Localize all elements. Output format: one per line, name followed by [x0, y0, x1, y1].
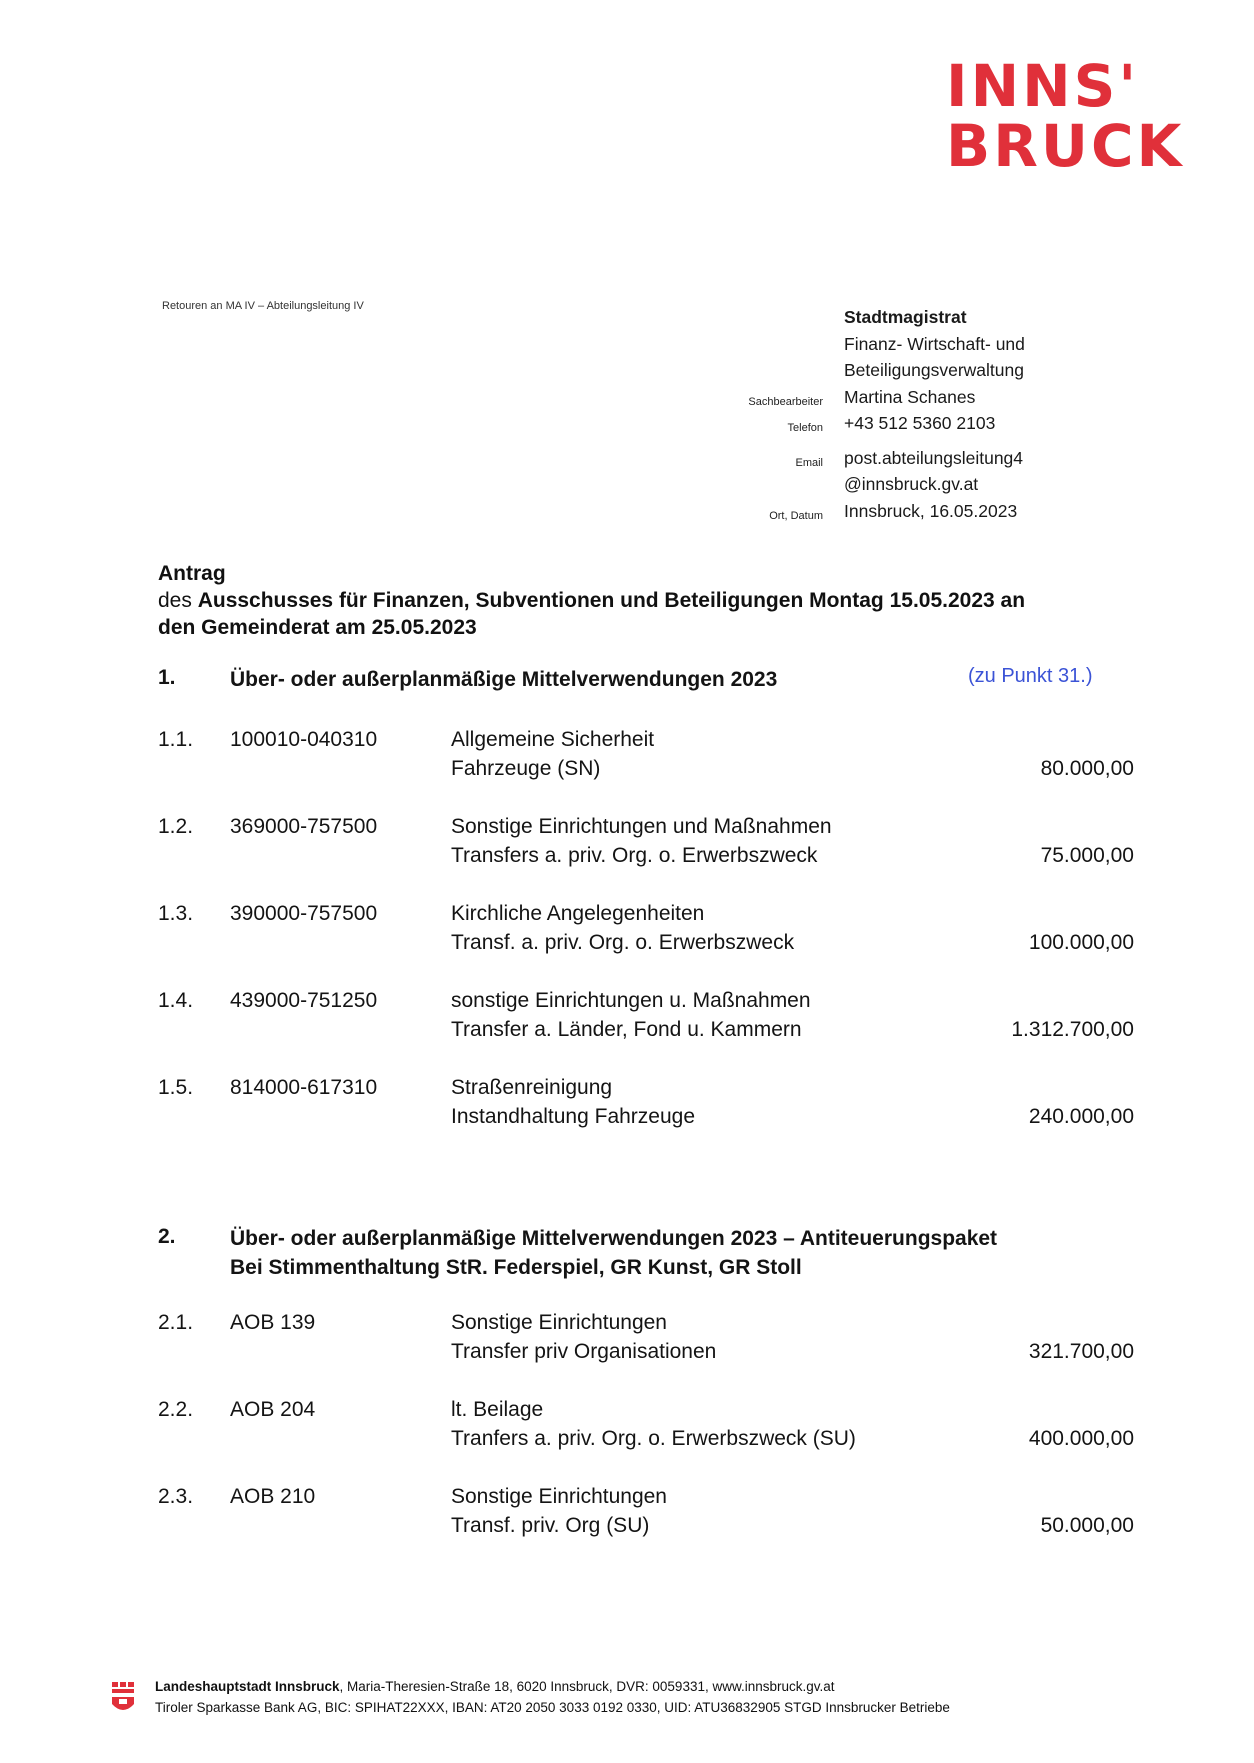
- row-desc-line2: Transfer priv Organisationen: [451, 1340, 717, 1363]
- row-amount: 1.312.700,00: [1011, 1018, 1134, 1041]
- row-desc-line2: Instandhaltung Fahrzeuge: [451, 1105, 696, 1128]
- return-address: Retouren an MA IV – Abteilungsleitung IV: [162, 300, 364, 312]
- row-desc-line1: Sonstige Einrichtungen: [451, 1485, 667, 1508]
- row-account-code: 369000-757500: [230, 815, 378, 838]
- row-desc-line1: sonstige Einrichtungen u. Maßnahmen: [451, 989, 811, 1012]
- section1-title: Über- oder außerplanmäßige Mittelverwendungen 2023: [230, 668, 778, 691]
- footer: [155, 1676, 950, 1718]
- section1-row-2: [0, 812, 1254, 872]
- row-account-code: AOB 204: [230, 1398, 316, 1421]
- label-telefon: Telefon: [787, 422, 823, 434]
- row-account-code: 100010-040310: [230, 728, 378, 751]
- antrag-title: Antrag: [158, 562, 226, 585]
- city-crest-icon: [110, 1680, 136, 1716]
- sender-block: [844, 304, 1025, 524]
- antrag-line1: Ausschusses für Finanzen, Subventionen und Beteiligungen Montag 15.05.2023 an: [197, 589, 1026, 612]
- label-ort-datum: Ort, Datum: [769, 510, 823, 522]
- section1-row-3: [0, 899, 1254, 959]
- row-number: 2.3.: [158, 1485, 194, 1508]
- row-number: 2.1.: [158, 1311, 194, 1334]
- row-amount: 400.000,00: [1028, 1427, 1134, 1450]
- row-number: 1.3.: [158, 902, 194, 925]
- row-number: 1.2.: [158, 815, 194, 838]
- sender-place-date: Innsbruck, 16.05.2023: [844, 500, 1018, 521]
- sender-email-line1: post.abteilungsleitung4: [844, 447, 1024, 468]
- row-account-code: 439000-751250: [230, 989, 378, 1012]
- section2-row-1: [0, 1308, 1254, 1368]
- row-desc-line2: Tranfers a. priv. Org. o. Erwerbszweck (SU): [451, 1427, 856, 1450]
- row-desc-line1: Sonstige Einrichtungen und Maßnahmen: [451, 815, 832, 838]
- row-desc-line2: Transf. a. priv. Org. o. Erwerbszweck: [451, 931, 795, 954]
- antrag-des: des: [158, 589, 198, 612]
- row-number: 1.5.: [158, 1076, 194, 1099]
- footer-address: , Maria-Theresien-Straße 18, 6020 Innsbruck, DVR: 0059331, www.innsbruck.gv.at: [339, 1679, 835, 1694]
- section2-title-line1: Über- oder außerplanmäßige Mittelverwendungen 2023 – Antiteuerungspaket: [230, 1227, 998, 1250]
- antrag-heading: [158, 560, 1118, 641]
- label-sachbearbeiter: Sachbearbeiter: [748, 396, 823, 408]
- footer-bank: Tiroler Sparkasse Bank AG, BIC: SPIHAT22XXX, IBAN: AT20 2050 3033 0192 0330, UID: ATU36832905 STGD Innsbrucker Betriebe: [155, 1700, 950, 1715]
- sender-dept-line1: Finanz- Wirtschaft- und: [844, 333, 1025, 354]
- row-amount: 80.000,00: [1040, 757, 1134, 780]
- section1-reference: (zu Punkt 31.): [968, 665, 1093, 687]
- section1-row-5: [0, 1073, 1254, 1133]
- section1-row-4: [0, 986, 1254, 1046]
- row-number: 1.1.: [158, 728, 194, 751]
- row-amount: 321.700,00: [1028, 1340, 1134, 1363]
- row-number: 2.2.: [158, 1398, 194, 1421]
- sender-org: Stadtmagistrat: [844, 307, 967, 327]
- row-account-code: 390000-757500: [230, 902, 378, 925]
- row-desc-line1: Sonstige Einrichtungen: [451, 1311, 667, 1334]
- sender-phone: +43 512 5360 2103: [844, 413, 996, 433]
- innsbruck-logo: [946, 52, 1196, 180]
- section2-row-3: [0, 1482, 1254, 1542]
- sender-name: Martina Schanes: [844, 386, 976, 407]
- logo-line-2: BRUCK: [946, 112, 1185, 180]
- row-desc-line2: Transfers a. priv. Org. o. Erwerbszweck: [451, 844, 818, 867]
- row-amount: 240.000,00: [1028, 1105, 1134, 1128]
- section2-row-2: [0, 1395, 1254, 1455]
- row-amount: 75.000,00: [1040, 844, 1134, 867]
- section2-number: 2.: [158, 1225, 176, 1248]
- label-email: Email: [795, 457, 823, 469]
- section1-number: 1.: [158, 666, 176, 689]
- row-amount: 50.000,00: [1040, 1514, 1134, 1537]
- row-desc-line1: Allgemeine Sicherheit: [451, 728, 655, 751]
- antrag-line2: den Gemeinderat am 25.05.2023: [158, 616, 477, 639]
- logo-line-1: INNS': [946, 52, 1140, 120]
- row-account-code: AOB 210: [230, 1485, 316, 1508]
- row-desc-line1: Straßenreinigung: [451, 1076, 613, 1099]
- row-account-code: 814000-617310: [230, 1076, 378, 1099]
- row-amount: 100.000,00: [1028, 931, 1134, 954]
- footer-org: Landeshauptstadt Innsbruck: [155, 1679, 340, 1694]
- sender-dept-line2: Beteiligungsverwaltung: [844, 360, 1024, 380]
- section2-title-line2: Bei Stimmenthaltung StR. Federspiel, GR Kunst, GR Stoll: [230, 1256, 802, 1279]
- row-desc-line2: Fahrzeuge (SN): [451, 757, 601, 780]
- section1-row-1: [0, 725, 1254, 785]
- row-desc-line1: lt. Beilage: [451, 1398, 544, 1421]
- row-desc-line2: Transf. priv. Org (SU): [451, 1514, 650, 1537]
- row-desc-line2: Transfer a. Länder, Fond u. Kammern: [451, 1018, 802, 1041]
- row-account-code: AOB 139: [230, 1311, 316, 1334]
- row-desc-line1: Kirchliche Angelegenheiten: [451, 902, 705, 925]
- sender-email-line2: @innsbruck.gv.at: [844, 474, 979, 494]
- row-number: 1.4.: [158, 989, 194, 1012]
